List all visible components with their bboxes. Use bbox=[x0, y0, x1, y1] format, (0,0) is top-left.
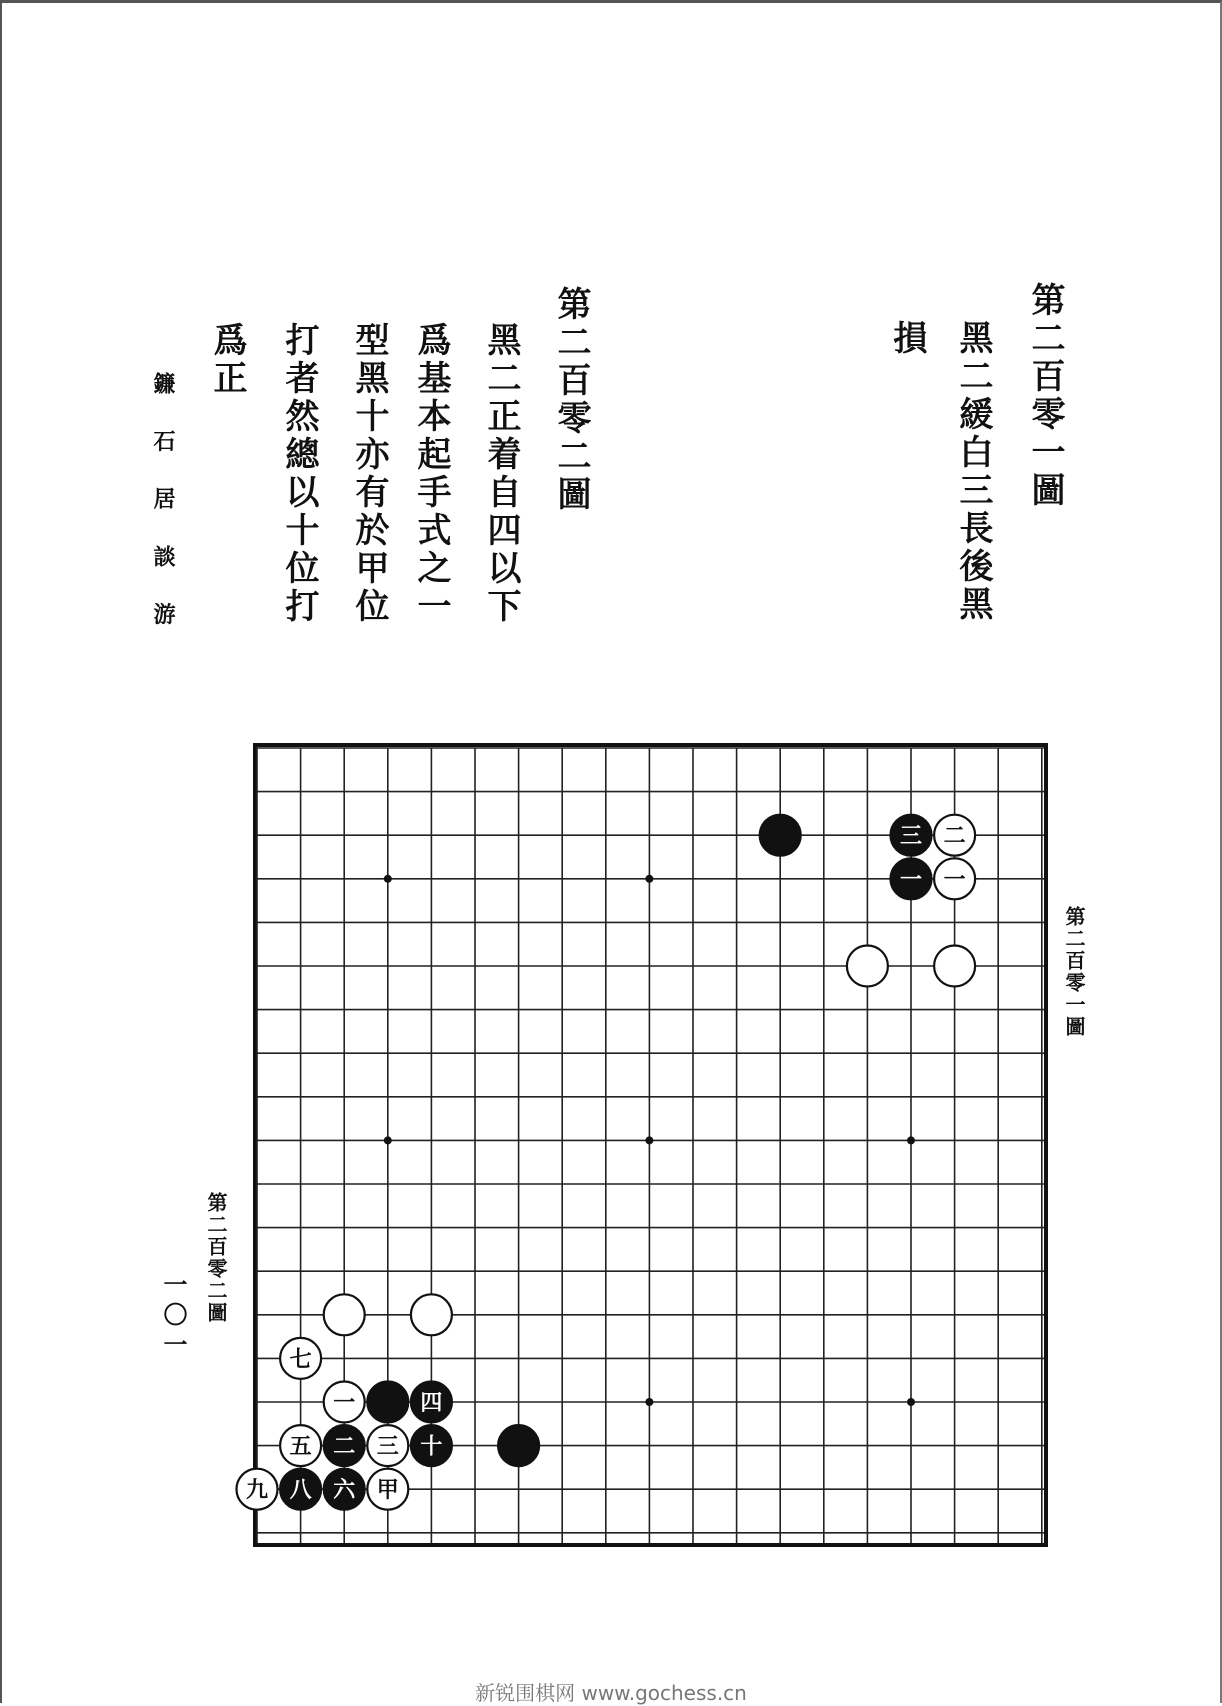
stone-move-label: 甲 bbox=[376, 1477, 399, 1504]
white-stone bbox=[367, 1469, 408, 1510]
stone-move-label: 二 bbox=[943, 823, 966, 850]
black-stone bbox=[280, 1469, 321, 1510]
stone-move-label: 一 bbox=[899, 866, 923, 893]
star-point bbox=[907, 1136, 915, 1144]
star-point bbox=[384, 1136, 392, 1144]
white-stone bbox=[367, 1425, 408, 1466]
stone-move-label: 五 bbox=[289, 1433, 312, 1460]
figure-202-title: 第二百零二圖 bbox=[551, 286, 591, 514]
figure-202-text-line2: 爲基本起手式之一 bbox=[411, 322, 451, 626]
white-stone bbox=[280, 1338, 321, 1379]
star-point bbox=[907, 1398, 915, 1406]
stone-move-label: 九 bbox=[245, 1477, 269, 1504]
black-stone bbox=[324, 1425, 365, 1466]
diagram-label-201: 第二百零一圖 bbox=[1062, 906, 1086, 1038]
book-title: 鐮 石 居 談 游 bbox=[150, 372, 176, 639]
figure-202-text-line3: 型黑十亦有於甲位 bbox=[349, 322, 389, 626]
figure-202-text-line1: 黑二正着自四以下 bbox=[481, 322, 521, 626]
white-stone bbox=[237, 1469, 278, 1510]
footer-watermark: 新锐围棋网 www.gochess.cn bbox=[475, 1681, 747, 1705]
stone-move-label: 十 bbox=[420, 1433, 443, 1460]
white-stone bbox=[280, 1425, 321, 1466]
black-stone bbox=[498, 1425, 539, 1466]
page-number: 一〇一 bbox=[159, 1272, 188, 1362]
white-stone bbox=[324, 1294, 365, 1335]
stone-move-label: 三 bbox=[376, 1433, 399, 1460]
stone-move-label: 七 bbox=[289, 1346, 312, 1373]
black-stone bbox=[411, 1425, 452, 1466]
white-stone bbox=[324, 1382, 365, 1423]
figure-202-text-line4: 打者然總以十位打 bbox=[279, 322, 319, 626]
black-stone bbox=[367, 1382, 408, 1423]
white-stone bbox=[934, 946, 975, 987]
stone-move-label: 三 bbox=[899, 823, 923, 850]
black-stone bbox=[324, 1469, 365, 1510]
diagram-label-202: 第二百零二圖 bbox=[204, 1192, 228, 1324]
black-stone bbox=[891, 858, 932, 899]
black-stone bbox=[760, 815, 801, 856]
stone-move-label: 二 bbox=[333, 1433, 356, 1460]
black-stone bbox=[411, 1382, 452, 1423]
white-stone bbox=[934, 815, 975, 856]
figure-201-text-line2: 損 bbox=[887, 320, 927, 358]
star-point bbox=[384, 875, 392, 883]
stone-move-label: 一 bbox=[333, 1390, 356, 1416]
star-point bbox=[645, 875, 653, 883]
white-stone bbox=[934, 858, 975, 899]
star-point bbox=[645, 1398, 653, 1406]
figure-201-title: 第二百零一圖 bbox=[1025, 282, 1065, 510]
figure-201-text-line1: 黑二緩白三長後黑 bbox=[953, 320, 993, 624]
stone-move-label: 六 bbox=[333, 1477, 356, 1504]
white-stone bbox=[847, 946, 888, 987]
white-stone bbox=[411, 1294, 452, 1335]
stone-move-label: 八 bbox=[289, 1477, 312, 1504]
stone-move-label: 四 bbox=[420, 1390, 443, 1416]
stone-move-label: 一 bbox=[943, 866, 966, 893]
black-stone bbox=[891, 815, 932, 856]
star-point bbox=[645, 1136, 653, 1144]
figure-202-text-line5: 爲正 bbox=[207, 322, 247, 398]
